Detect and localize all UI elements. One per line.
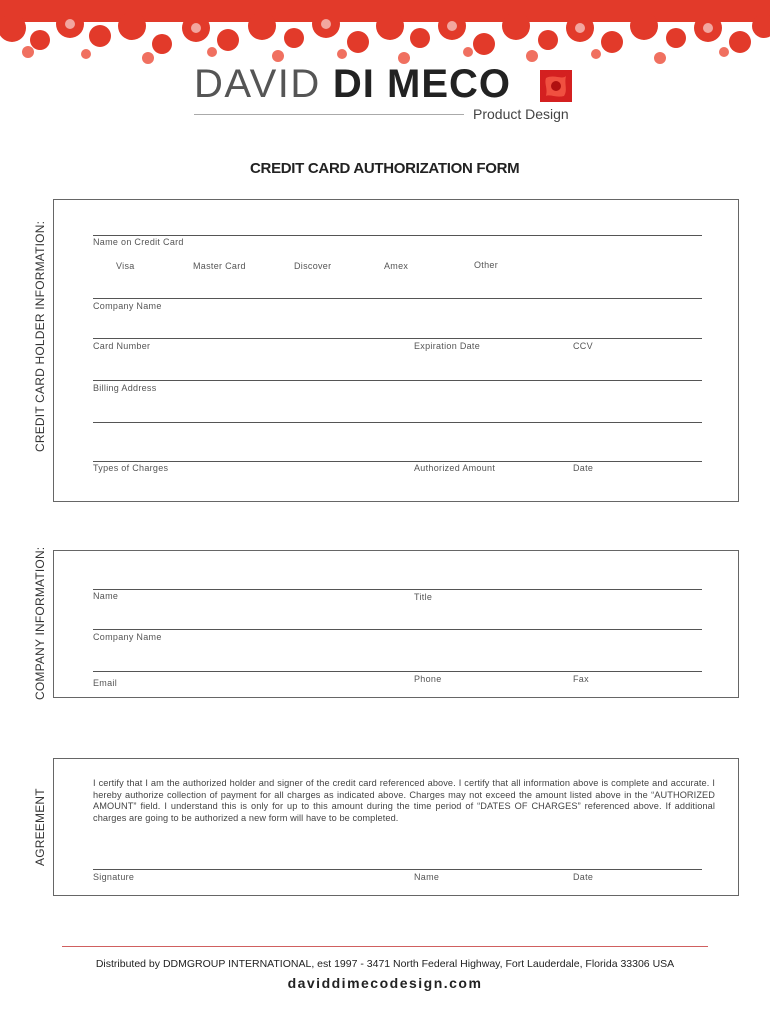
signature-line[interactable] — [93, 869, 702, 870]
charge-date-label: Date — [573, 463, 594, 473]
email-label: Email — [93, 678, 118, 688]
brand-subtitle: Product Design — [473, 106, 569, 122]
fax-label: Fax — [573, 674, 589, 684]
company-name-line[interactable] — [93, 298, 702, 299]
section-label-agreement: AGREEMENT — [33, 788, 47, 866]
contact-name-line[interactable] — [93, 589, 702, 590]
name-on-card-line[interactable] — [93, 235, 702, 236]
name-on-card-label: Name on Credit Card — [93, 237, 184, 247]
card-type-mastercard[interactable]: Master Card — [193, 261, 246, 271]
company-name-label: Company Name — [93, 301, 162, 311]
card-type-other[interactable]: Other — [474, 260, 499, 270]
email-line[interactable] — [93, 671, 702, 672]
brand-header — [0, 0, 770, 130]
billing-address-label: Billing Address — [93, 383, 157, 393]
phone-label: Phone — [414, 674, 442, 684]
card-type-amex[interactable]: Amex — [384, 261, 409, 271]
card-number-label: Card Number — [93, 341, 151, 351]
signature-label: Signature — [93, 872, 135, 882]
types-of-charges-label: Types of Charges — [93, 463, 169, 473]
billing-address-line-2[interactable] — [93, 422, 702, 423]
types-of-charges-line[interactable] — [93, 461, 702, 462]
ccv-label: CCV — [573, 341, 593, 351]
footer-website[interactable]: daviddimecodesign.com — [287, 975, 483, 991]
card-type-visa[interactable]: Visa — [116, 261, 135, 271]
company-info-name-line[interactable] — [93, 629, 702, 630]
signer-name-label: Name — [414, 872, 440, 882]
footer-divider — [62, 946, 708, 947]
brand-name-light: DAVID — [194, 62, 321, 106]
contact-name-label: Name — [93, 591, 119, 601]
company-info-name-label: Company Name — [93, 632, 162, 642]
footer-distributor: Distributed by DDMGROUP INTERNATIONAL, est 1997 - 3471 North Federal Highway, Fort Lauderdale, Florida 33306 USA — [95, 958, 675, 970]
expiration-date-label: Expiration Date — [414, 341, 481, 351]
contact-title-label: Title — [414, 592, 433, 602]
card-number-line[interactable] — [93, 338, 702, 339]
form-title: CREDIT CARD AUTHORIZATION FORM — [250, 160, 520, 177]
company-section — [53, 550, 739, 698]
agreement-text: I certify that I am the authorized holder and signer of the credit card referenced above. I certify that all information above is complete and accurate. I hereby authorize collection of payment for all charges as indicated above. Charges may not exceed the amount listed above in the “AUTHORIZED AMOUNT” field. I understand this is only for up to this amount during the time period of “DATES OF CHARGES” referenced above. If additional charges are going to be authorized a new form will have to be completed. — [93, 778, 715, 823]
brand-logo-icon — [540, 70, 572, 102]
card-type-discover[interactable]: Discover — [294, 261, 332, 271]
authorized-amount-label: Authorized Amount — [414, 463, 496, 473]
brand-name-bold: DI MECO — [332, 62, 512, 106]
section-label-company: COMPANY INFORMATION: — [33, 546, 47, 700]
billing-address-line[interactable] — [93, 380, 702, 381]
section-label-cardholder: CREDIT CARD HOLDER INFORMATION: — [33, 220, 47, 452]
brand-rule — [194, 114, 464, 115]
signature-date-label: Date — [573, 872, 594, 882]
brand-name — [194, 64, 511, 104]
